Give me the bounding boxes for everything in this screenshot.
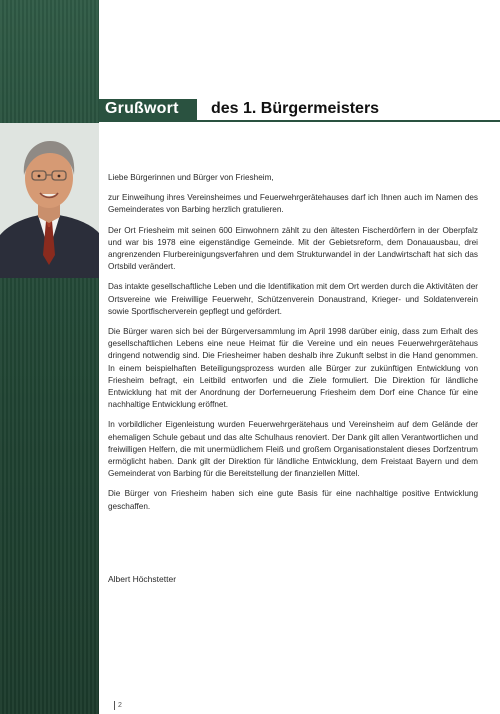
top-blank-area <box>99 0 500 99</box>
portrait-illustration <box>0 123 99 278</box>
title-bar <box>99 99 500 120</box>
green-sidebar <box>0 0 99 714</box>
paragraph-2: Der Ort Friesheim mit seinen 600 Einwohnern zählt zu den ältesten Fischerdörfern in der Oberpfalz und war bis 1978 eine eigenständige Gemeinde. Mit der Gebietsreform, dem Donauausbau, drei angrenzenden Flurbereinigungsverfahren und dem Strukturwandel in der Landwirtschaft hat sich das Ortsbild verändert. <box>108 225 478 272</box>
page-title: des 1. Bürgermeisters <box>197 99 500 120</box>
title-divider <box>99 120 500 122</box>
paragraph-3: Das intakte gesellschaftliche Leben und die Identifikation mit dem Ort werden durch die Aktivitäten der Ortsvereine wie Freiwillige Feuerwehr, Schützenverein Donaustrand, Krieger- und Soldatenverein sowie Sportfischerverein gepflegt und gefördert. <box>108 282 478 316</box>
title-label-grusswort: Grußwort <box>99 99 197 120</box>
paragraph-5: In vorbildlicher Eigenleistung wurden Feuerwehrgerätehaus und Vereinsheim auf dem Gelände der ehemaligen Schule gebaut und das alte Schulhaus renoviert. Der Dank gilt allen Verantwortlichen und freiwilligen Helfern, die mit unermüdlichem Fleiß und großem Organisationstalent dieses Dorfzentrum ermöglicht haben. Dank gilt der Direktion für ländliche Entwicklung, dem Freistaat Bayern und dem Gemeinderat von Barbing für die Bereitstellung der finanziellen Mittel. <box>108 420 478 479</box>
signature-name: Albert Höchstetter <box>108 574 177 584</box>
letter-body <box>108 172 478 521</box>
paragraph-6: Die Bürger von Friesheim haben sich eine gute Basis für eine nachhaltige positive Entwicklung geschaffen. <box>108 489 478 511</box>
paragraph-1: zur Einweihung ihres Vereinsheimes und Feuerwehrgerätehauses darf ich Ihnen auch im Namen des Gemeinderates von Barbing herzlich gratulieren. <box>108 193 478 215</box>
page-number-divider <box>114 701 115 710</box>
paragraph-4: Die Bürger waren sich bei der Bürgerversammlung im April 1998 darüber einig, dass zum Erhalt des gesellschaftlichen Lebens eine neue Heimat für die Vereine und ein neues Feuerwehrgerätehaus dringend notwendig sind. Die Friesheimer haben deshalb ihre Zukunft selbst in die Hand genommen. In einem beispielhaften Beteiligungsprozess wurden alle Bürger zur zukünftigen Entwicklung von Friesheim befragt, ein Leitbild entworfen und die Ziele formuliert. Die Direktion für ländliche Entwicklung hat mit der Anordnung der Dorferneuerung Friesheim dem Dorf eine Chance für eine nachhaltige Entwicklung eröffnet. <box>108 327 478 410</box>
page-number: 2 <box>118 702 122 709</box>
salutation: Liebe Bürgerinnen und Bürger von Friesheim, <box>108 173 274 182</box>
portrait-photo <box>0 123 99 278</box>
